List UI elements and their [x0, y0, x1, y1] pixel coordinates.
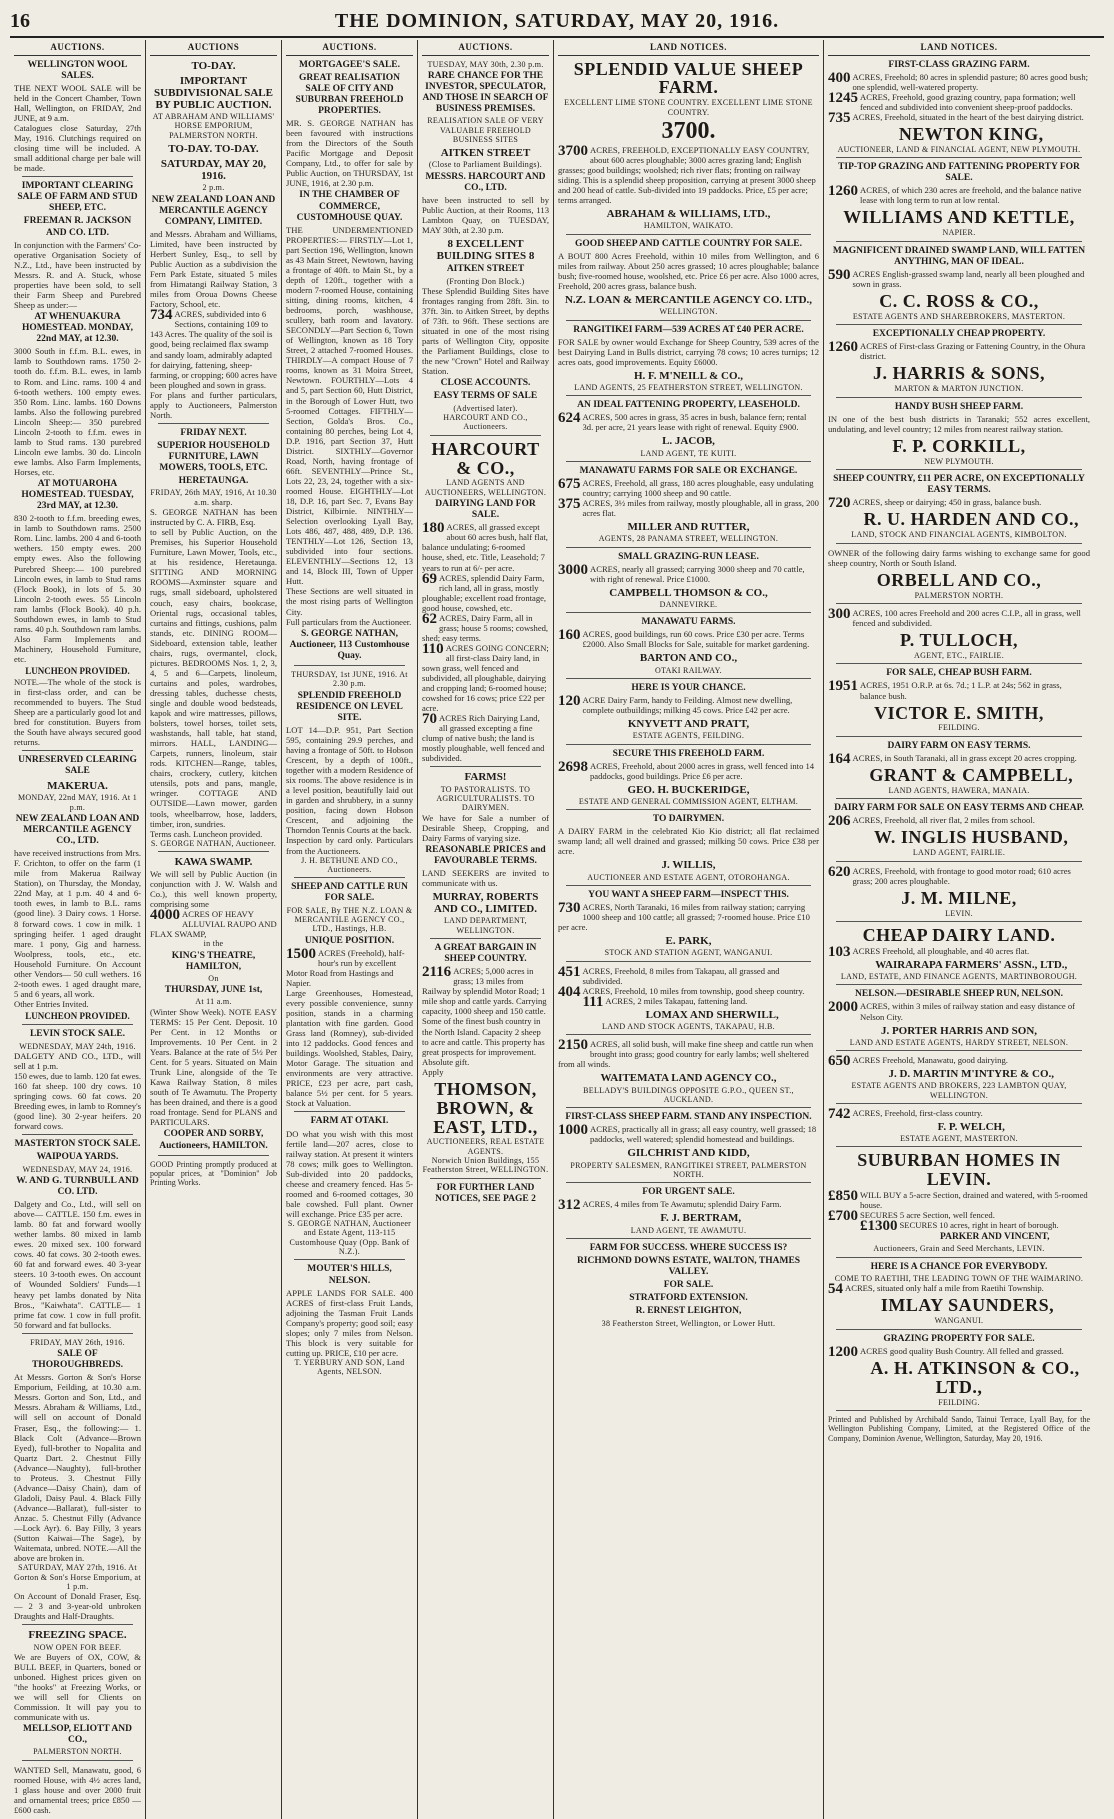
auctioneer-name: FREEMAN R. JACKSON AND CO. LTD. [23, 216, 132, 238]
price-figure: £850 [828, 1188, 858, 1205]
agent-name: KNYVETT AND PRATT, [627, 718, 750, 731]
ad-subhead: UNIQUE POSITION. [304, 935, 395, 946]
ad-subtitle: EXCELLENT LIME STONE COUNTRY. EXCELLENT LIME STONE COUNTRY. [564, 98, 813, 117]
ad-note: (Close to Parliament Buildings). [428, 160, 543, 170]
acreage-figure: 1245 [828, 89, 858, 106]
ad-porter-harris: NELSON.—DESIRABLE SHEEP RUN, NELSON. 2000 ACRES, within 3 miles of railway station and easy distance of Nelson City. J. PORTER HARRIS AND SON, LAND AND ESTATE AGENTS, HARDY STREET, NELSON. [828, 989, 1090, 1051]
ad-title: SUBURBAN HOMES IN LEVIN. [857, 1150, 1061, 1190]
ad-fattening: AN IDEAL FATTENING PROPERTY, LEASEHOLD. 624 ACRES, 500 acres in grass, 35 acres in bush, balance fern; rental 3d. per acre, 21 years lease with right of renewal. Equity £900. L. JACOB, LAND AGENT, TE KUITI. [558, 400, 819, 462]
acreage-figure: 103 [828, 943, 851, 960]
agent-name: NEWTON KING, [898, 123, 1044, 144]
acreage-figure: 404 [558, 983, 581, 1000]
acreage-figure: 2000 [828, 999, 858, 1016]
ad-mortgagees-sale: MORTGAGEE'S SALE. GREAT REALISATION SALE OF CITY AND SUBURBAN FREEHOLD PROPERTIES. MR. S. GEORGE NATHAN has been favoured with instructions from the Directors of the South Pacific Mortgage and Deposit Company, Ltd., to offer for sale by Public Auction, on THURSDAY, 1st JUNE, 1916, at 2.30 p.m. IN THE CHAMBER OF COMMERCE, CUSTOMHOUSE QUAY. THE UNDERMENTIONED PROPERTIES:— FIRSTLY—Lot 1, part Section 196, Wellington, known as 43 Main Street, Newtown, having a frontage of 40ft. to Main St., by a depth of 120ft., together with a modern 7-roomed House, containing sitting, dining rooms, kitchen, 4 bedrooms, porch, washhouse, scullery, bath room and lavatory. SECONDLY—Part Section 6, Town of Wellington, known as 18 Tory Street, 2 attached 7-roomed Houses. THIRDLY—A compact House of 7 rooms, known as 31 Moira Street, Newtown. FOURTHLY—Lots 4 and 5, part Section 60, Hutt District, in the Borough of Lower Hutt, two 5-roomed Cottages. FIFTHLY—Section, Golda's Bros. Co., containing 80 perches, being Lot 4, D.P. 1916, part Section 37, Hutt District. SIXTHLY—Governor Road, North, having frontage of 66ft. SEVENTHLY—Prince St., Lots 22, 23, 24, together with a six-roomed House. EIGHTHLY—Lot 18, D.P. 16, part Sec. 7, Evans Bay District, Kilbirnie. NINTHLY—Selection overlooking Lyall Bay, Lots 486, 487, 488, 489, D.P. 136. TENTHLY—Lot 126, Section 13, subdivided into four sections. ELEVENTHLY—Sections 12, 13 and 14, Block III, Town of Upper Hutt. These Sections are well situated in the most rising parts of Wellington City. Full particulars from the Auctioneer. S. GEORGE NATHAN, Auctioneer, 113 Customhouse Quay. [286, 60, 413, 666]
ad-subhead: EASY TERMS OF SALE [433, 391, 538, 402]
ad-title: SPLENDID FREEHOLD RESIDENCE ON LEVEL SITE. [296, 690, 403, 723]
ad-clearing-sale: IMPORTANT CLEARING SALE OF FARM AND STUD SHEEP, ETC. FREEMAN R. JACKSON AND CO. LTD. In conjunction with the Farmers' Co-operative Organisation Society of N.Z., Ltd., have been instructed by Messrs. R. and A. Stuck, whose properties have been sold, to sell their Farm Sheep and Purebred Sheep as under:— AT WHENUAKURA HOMESTEAD. MONDAY, 22nd MAY, at 12.30. 3000 South in f.f.m. B.L. ewes, in lamb to Southdown rams. 1750 2-tooth do. f.f.m. B.L. ewes, in lamb to Rom. and Linc. rams. 100 4 and 6-tooth wethers. 100 empty ewes. 350 Rom. Linc. lambs. 160 Downs lambs. Also the following purebred Lincoln Sheep:— 350 purebred Lincoln 2-tooth to f.f.m. ewes in lamb to Stud rams. 130 purebred Lincoln ewe lambs. 30 do. Lincoln ewe lambs. Also Farm Implements, Horses, etc. AT MOTUAROHA HOMESTEAD. TUESDAY, 23rd MAY, at 12.30. 830 2-tooth to f.f.m. breeding ewes, in lamb to Southdown rams. 2500 Rom. Linc. lambs. 200 4 and 6-tooth wethers. 150 empty ewes. 200 empty ewes. Also the following Purebred Sheep:— 100 purebred Lincoln ewes, in lamb to Stud rams (Flock Book), in lots of 5. 30 Lincoln 2-tooth ewes. 55 Lincoln ram lambs (Flock Book). 40 p.h. Southdown ewes, in lamb to Stud rams. 40 p.h. Southdown ram lambs. Also Farm Implements and Machinery, Household Furniture, etc. LUNCHEON PROVIDED. NOTE.—The whole of the stock is in first-class order, and can be recommended to buyers. The Stud Sheep are a particularly good lot and bred for constitution. Buyers from the South have always secured good returns. [14, 181, 141, 751]
auctioneer-name: COOPER AND SORBY, Auctioneers, HAMILTON. [159, 1129, 268, 1151]
ad-date: MONDAY, 22nd MAY, 1916. At 1 p.m. [17, 793, 138, 812]
agent-name: GEO. H. BUCKERIDGE, [627, 783, 750, 796]
ad-place: PALMERSTON NORTH. [33, 1747, 122, 1757]
page-number: 16 [10, 9, 30, 32]
acreage-figure: 120 [558, 693, 581, 710]
ad-place: AITKEN STREET [446, 264, 525, 275]
ad-waitemata: 2150 ACRES, all solid bush, will make fine sheep and cattle run when brought into grass; good country for early lambs; well sheltered from all winds. WAITEMATA LAND AGENCY CO., BELLADY'S BUILDINGS OPPOSITE G.P.O., QUEEN ST., AUCKLAND. [558, 1039, 819, 1108]
agent-place: DANNEVIRKE. [659, 599, 718, 609]
column-heading: AUCTIONS. [286, 42, 413, 56]
acreage-figure: 206 [828, 813, 851, 830]
agent-subtitle: AUCTIONEER, LAND & FINANCIAL AGENT, NEW PLYMOUTH. [837, 144, 1081, 154]
ad-title: WELLINGTON WOOL SALES. [27, 59, 128, 81]
ad-date: THURSDAY, 1st JUNE, 1916. At 2.30 p.m. [291, 669, 408, 689]
agent-place: PALMERSTON NORTH. [914, 590, 1004, 600]
agent-name: LOMAX AND SHERWILL, [645, 1008, 779, 1021]
agent-subtitle: ESTATE AGENT, MASTERTON. [900, 1134, 1018, 1143]
agent-place: NEW PLYMOUTH. [924, 456, 994, 466]
acreage-figure: 300 [828, 606, 851, 622]
ad-signature: HARCOURT AND CO., Auctioneers. [443, 412, 528, 432]
agent-name: MILLER AND RUTTER, [627, 521, 750, 534]
ad-furniture: FRIDAY NEXT. SUPERIOR HOUSEHOLD FURNITURE, LAWN MOWERS, TOOLS, ETC. HERETAUNGA. FRIDAY, 26th MAY, 1916, At 10.30 a.m. sharp. S. GEORGE NATHAN has been instructed by C. A. FIRB, Esq. to sell by Public Auction, on the Premises, his Superior Household Furniture, Lawn Mower, Tools, etc., at his residence, Heretaunga. SITTING AND MORNING ROOMS—Axminster square and rugs, small sideboard, upholstered couch, easy chairs, bookcase, Oriental rugs, occasional tables, curtains and fittings, cushions, palm stands, etc. DINING ROOM—Sideboard, extension table, leather chairs, rugs, overmantel, clock, pictures. BEDROOMS Nos. 1, 2, 3, 4, 5 and 6—Carpets, linoleum, curtains and poles, wardrobes, dressing tables, duchesse chests, single and double wood bedsteads, kapok and wire mattresses, pillows, bolsters, towel horses, toilet sets, washstands, hall table, hat stand, mirrors. HALL, LANDING—Carpets, runners, linoleum, stair rods. KITCHEN—Range, tables, chairs, crockery, cutlery, kitchen utensils, pots and pans, mangle, wringer. COTTAGE AND OUTSIDE—Lawn mower, garden tools, wheelbarrow, hose, ladders, timber, iron, sundries. Terms cash. Luncheon provided. S. GEORGE NATHAN, Auctioneer. [150, 428, 277, 852]
agent-name: THOMSON, BROWN, & EAST, LTD., [433, 1078, 538, 1137]
agent-subtitle: LAND DEPARTMENT, WELLINGTON. [444, 916, 527, 935]
column-heading: AUCTIONS. [14, 42, 141, 56]
column-5 [554, 40, 824, 1819]
ad-masterton: MASTERTON STOCK SALE. WAIPOUA YARDS. WEDNESDAY, MAY 24, 1916. W. AND G. TURNBULL AND CO. LTD. Dalgety and Co., Ltd., will sell on above— CATTLE. 150 f.m. ewes in lamb. 80 fat and forward woolly wether lambs. 80 mixed in lamb ewes. 20 mixed sex. 100 forward cows. 40 fat cows. 30 2-tooth ewes. 60 fat and forward ewes. 40 3-year steers. 10 3-tooth ewes. On account of Wounded Soldiers' Funds—1 heavy pet lambs donated by Nita Bros., "Kaiwhata". CATTLE— 1 prime fat cow. 1 cow in full profit. 50 forward and fat bullocks. [14, 1139, 141, 1333]
column-6 [824, 40, 1094, 1819]
ad-date: SATURDAY, MAY 20, 1916. [160, 158, 267, 183]
ad-atkinson: GRAZING PROPERTY FOR SALE. 1200 ACRES good quality Bush Country. All felled and grassed. A. H. ATKINSON & CO., LTD., FEILDING. Printed and Published by Archibald Sando, Tainui Terrace, Lyall Bay, for the Wellington Publishing Company, Limited, at the Registered Office of the Company, Dominion Avenue, Wellington, Saturday, May 20, 1916. [828, 1333, 1090, 1443]
agent-place: WANGANUI. [934, 1316, 984, 1326]
agent-name: J. WILLIS, [661, 859, 716, 872]
agent-name: BARTON AND CO., [639, 652, 738, 665]
agent-name: P. TULLOCH, [899, 630, 1019, 651]
acreage-figure: 742 [828, 1105, 851, 1122]
ad-title: FARMS! [464, 771, 507, 784]
agent-subtitle: LAND AND ESTATE AGENTS, HARDY STREET, NELSON. [849, 1037, 1069, 1047]
agent-name: C. C. ROSS & CO., [879, 290, 1039, 311]
agent-subtitle: AUCTIONEERS, REAL ESTATE AGENTS. [426, 1137, 545, 1156]
ad-first-class-sheep: FIRST-CLASS SHEEP FARM. STAND ANY INSPECTION. 1000 ACRES, practically all in grass; all easy country, well grassed; 18 paddocks, well watered; splendid homestead and buildings. GILCHRIST AND KIDD, PROPERTY SALESMEN, RANGITIKEI STREET, PALMERSTON NORTH. [558, 1112, 819, 1183]
ad-title: RARE CHANCE FOR THE INVESTOR, SPECULATOR, AND THOSE IN SEARCH OF BUSINESS PREMISES. [422, 70, 549, 115]
ad-place: HERETAUNGA. [178, 476, 249, 487]
ad-victor-smith: FOR SALE, CHEAP BUSH FARM. 1951 ACRES, 1951 O.R.P. at 6s. 7d.; 1 L.P. at 24s; 562 in grass, balance bush. VICTOR E. SMITH, FEILDING. [828, 668, 1090, 736]
ad-title: RANGITIKEI FARM—539 ACRES AT £40 PER ACRE. [573, 324, 804, 335]
ad-title: FREEZING SPACE. [28, 1629, 127, 1642]
agent-name: E. PARK, [665, 935, 712, 948]
ad-harcourt: HARCOURT & CO., LAND AGENTS AND AUCTIONEERS, WELLINGTON. DAIRYING LAND FOR SALE. 180 ACRES, all grassed except about 60 acres bush, half flat, balance undulating; 6-roomed house, shed, etc. Title, Leasehold; 7 years to run at 6/- per acre. 69 ACRES, splendid Dairy Farm, rich land, all in grass, mostly ploughable; excellent road frontage, good house, cowshed, etc. 62 ACRES, Dairy Farm, all in grass; house 5 rooms; cowshed, shed; easy terms. 110 ACRES GOING CONCERN; all first-class Dairy land, in sown grass, well fenced and subdivided, all ploughable, dairying and cropping land; 6-roomed house; cowshed for 16 cows; price £22 per acre. 70 ACRES Rich Dairying Land, all grassed excepting a fine clump of native bush; the land is mostly ploughable, well fenced and subdivided. [422, 440, 549, 768]
agent-subtitle: ESTATE AGENTS AND SHAREBROKERS, MASTERTON. [852, 311, 1066, 321]
ad-farms: FARMS! TO PASTORALISTS. TO AGRICULTURALISTS. TO DAIRYMEN. We have for Sale a number of Desirable Sheep, Cropping, and Dairy Farms of varying size. REASONABLE PRICES and FAVOURABLE TERMS. LAND SEEKERS are invited to communicate with us. MURRAY, ROBERTS AND CO., LIMITED. LAND DEPARTMENT, WELLINGTON. [422, 771, 549, 939]
price-figure: £700 [828, 1208, 858, 1225]
ad-chance: HERE IS YOUR CHANCE. 120 ACRE Dairy Farm, handy to Feilding. Almost new dwelling, complete outbuildings; milking 45 cows. Price £42 per acre. KNYVETT AND PRATT, ESTATE AGENTS, FEILDING. [558, 683, 819, 745]
agent-subtitle: LAND AGENTS, HAWERA, MANAIA. [888, 785, 1030, 795]
agent-place: FEILDING. [938, 723, 980, 733]
acreage-figure: 730 [558, 900, 581, 917]
price-figure: £1300 [860, 1218, 898, 1235]
ad-title: TO DAIRYMEN. [652, 814, 725, 825]
agent-place: HAMILTON, WAIKATO. [643, 221, 734, 231]
auctioneer-name: S. GEORGE NATHAN, Auctioneer, 113 Customhouse Quay. [289, 628, 410, 661]
agent-subtitle: LAND AGENT, FAIRLIE. [912, 848, 1006, 858]
acreage-figure: 111 [582, 993, 604, 1010]
agent-subtitle: LAND, STOCK AND FINANCIAL AGENTS, KIMBOLTON. [851, 530, 1067, 540]
ad-title: GREAT REALISATION SALE OF CITY AND SUBURBAN FREEHOLD PROPERTIES. [295, 72, 404, 116]
ad-subhead: FOR SALE. [663, 1280, 714, 1291]
ad-title: HERE IS A CHANCE FOR EVERYBODY. [870, 1261, 1048, 1272]
agent-subtitle: LAND, ESTATE, AND FINANCE AGENTS, MARTINBOROUGH. [840, 971, 1078, 981]
acreage-figure: 1200 [828, 1343, 858, 1360]
acreage-figure: 4000 [150, 907, 180, 924]
ad-highlight: 8 EXCELLENT BUILDING SITES 8 [436, 238, 535, 263]
ad-manawatu-farms: MANAWATU FARMS. 160 ACRES, good buildings, run 60 cows. Price £30 per acre. Terms £2000. Also Small Blocks for Sale, suitable for market gardening. BARTON AND CO., OTAKI RAILWAY. [558, 617, 819, 679]
acreage-figure: 3700 [558, 143, 588, 160]
ad-harden: SHEEP COUNTRY, £11 PER ACRE, ON EXCEPTIONALLY EASY TERMS. 720 ACRES, sheep or dairying; 450 in grass, balance bush. R. U. HARDEN AND CO., LAND, STOCK AND FINANCIAL AGENTS, KIMBOLTON. [828, 474, 1090, 544]
ad-body: OWNER of the following dairy farms wishing to exchange same for good sheep country, North or South Island. [828, 547, 1090, 568]
acreage-figure: 720 [828, 495, 851, 512]
ad-suburban: SUBURBAN HOMES IN LEVIN. £850 WILL BUY a 5-acre Section, drained and watered, with 5-roomed house. £700 SECURES 5 acre Section, well fenced. £1300 SECURES 10 acres, right in heart of borough. PARKER AND VINCENT, Auctioneers, Grain and Seed Merchants, LEVIN. [828, 1151, 1090, 1257]
acreage-figure: 164 [828, 750, 851, 767]
agent-subtitle: AUCTIONEER AND ESTATE AGENT, OTOROHANGA. [587, 872, 790, 882]
agent-place: LEVIN. [945, 908, 973, 918]
ad-title: FIRST-CLASS GRAZING FARM. [888, 59, 1030, 70]
ad-harris: EXCEPTIONALLY CHEAP PROPERTY. 1260 ACRES of First-class Grazing or Fattening Country, in the Ohura district. J. HARRIS & SONS, MARTON & MARTON JUNCTION. [828, 329, 1090, 397]
ad-title: MASTERTON STOCK SALE. [14, 1139, 141, 1150]
acreage-figure: 734 [150, 307, 173, 324]
ad-time: 2 p.m. [202, 183, 225, 193]
auctioneer-name: MESSRS. HARCOURT AND CO., LTD. [425, 171, 546, 193]
ad-residence: THURSDAY, 1st JUNE, 1916. At 2.30 p.m. SPLENDID FREEHOLD RESIDENCE ON LEVEL SITE. LOT 14—D.P. 951, Part Section 595, containing 29.9 perches, and having a frontage of 50ft. to Hobson Crescent, by a depth of 100ft., together with a modern Residence of six rooms. The above residence is in a level position, beautifully laid out in garden and shrubbery, in a sunny position, facing down Hobson Crescent, and adjoining the Thorndon Tennis Courts at the back. Inspection by card only. Particulars from the Auctioneers. J. H. BETHUNE AND CO., Auctioneers. [286, 670, 413, 878]
ad-title: DAIRYING LAND FOR SALE. [435, 499, 536, 521]
agent-subtitle: ESTATE AGENTS AND BROKERS, 223 LAMBTON QUAY, WELLINGTON. [851, 1081, 1067, 1100]
ad-title: NELSON.—DESIRABLE SHEEP RUN, NELSON. [855, 989, 1063, 1000]
column-4 [418, 40, 554, 1819]
ad-title: MANAWATU FARMS. [641, 617, 736, 628]
agent-name: IMLAY SAUNDERS, [880, 1295, 1055, 1316]
agent-name: R. ERNEST LEIGHTON, [635, 1306, 742, 1317]
columns [10, 40, 1104, 1815]
agent-name: WAITEMATA LAND AGENCY CO., [600, 1072, 777, 1085]
ad-kicker: FRIDAY NEXT. [180, 427, 247, 438]
ad-title: SECURE THIS FREEHOLD FARM. [612, 748, 765, 759]
ad-title: MAGNIFICENT DRAINED SWAMP LAND, WILL FATTEN ANYTHING, MAN OF IDEAL. [832, 245, 1086, 267]
acreage-figure: 69 [422, 570, 437, 587]
ad-date: THURSDAY, JUNE 1st, [164, 985, 263, 996]
ad-title: DAIRY FARM FOR SALE ON EASY TERMS AND CHEAP. [834, 803, 1084, 814]
acreage-figure: 110 [422, 640, 444, 657]
ad-title: UNRESERVED CLEARING SALE [18, 754, 137, 776]
ad-title: SHEEP COUNTRY, £11 PER ACRE, ON EXCEPTIONALLY EASY TERMS. [833, 474, 1085, 496]
ad-title: CHEAP DAIRY LAND. [862, 924, 1056, 945]
ad-title: YOU WANT A SHEEP FARM—INSPECT THIS. [588, 889, 789, 900]
ad-sheep-inspect: YOU WANT A SHEEP FARM—INSPECT THIS. 730 ACRES, North Taranaki, 16 miles from railway station; carrying 1000 sheep and 100 cattle; all grassed; 7-roomed house. Price £10 per acre. E. PARK, STOCK AND STATION AGENT, WANGANUI. [558, 890, 819, 962]
ad-good-sheep: GOOD SHEEP AND CATTLE COUNTRY FOR SALE. A BOUT 800 Acres Freehold, within 10 miles from Wellington, and 6 miles from railway. About 250 acres grassed; 10 acres ploughable; balance bush; five-roomed house, woolshed, etc. Price £6 per acre. Also 1000 acres, Freehold, 200 acres grass, balance bush. N.Z. LOAN & MERCANTILE AGENCY CO. LTD., WELLINGTON. [558, 239, 819, 321]
ad-tulloch: 300 ACRES, 100 acres Freehold and 200 acres C.I.P., all in grass, well fenced and subdivided. P. TULLOCH, AGENT, ETC., FAIRLIE. [828, 608, 1090, 664]
ad-lomax: 451 ACRES, Freehold, 8 miles from Takapau, all grassed and subdivided. 404 ACRES, Freehold, 10 miles from township, good sheep country. 111 ACRES, 2 miles Takapau, fattening land. LOMAX AND SHERWILL, LAND AND STOCK AGENTS, TAKAPAU, H.B. [558, 966, 819, 1036]
ad-note: (Advertised later). [453, 403, 518, 413]
ad-title: GOOD SHEEP AND CATTLE COUNTRY FOR SALE. [575, 238, 802, 249]
agent-name: F. J. BERTRAM, [660, 1212, 742, 1225]
ad-wool-sales: WELLINGTON WOOL SALES. THE NEXT WOOL SALE will be held in the Concert Chamber, Town Hall, Wellington, on FRIDAY, 2nd JUNE, at 9 a.m. Catalogues close Saturday, 27th May, 1916. Clutchings required on closing time will be included. A small additional charge per bale will be made. [14, 60, 141, 178]
ad-subtitle: TO PASTORALISTS. TO AGRICULTURALISTS. TO DAIRYMEN. [436, 784, 535, 813]
agent-place: FEILDING. [938, 1397, 980, 1407]
ad-title: KAWA SWAMP. [174, 856, 253, 868]
ad-kicker: TO-DAY. [191, 59, 236, 72]
agent-subtitle: LAND AGENTS, 25 FEATHERSTON STREET, WELLINGTON. [574, 382, 803, 392]
ad-rangitikei: RANGITIKEI FARM—539 ACRES AT £40 PER ACRE. FOR SALE by owner would Exchange for Sheep Country, 539 acres of the best Dairying Land in Bulls district, carrying 78 cows; 10 acres turnips; 12 acres oats, good improvements. Equity £6000. H. F. M'NEILL & CO., LAND AGENTS, 25 FEATHERSTON STREET, WELLINGTON. [558, 325, 819, 397]
ad-subhead: REASONABLE PRICES and FAVOURABLE TERMS. [425, 844, 546, 866]
ad-date: FRIDAY, MAY 26th, 1916. [30, 1337, 125, 1347]
ad-ross: MAGNIFICENT DRAINED SWAMP LAND, WILL FATTEN ANYTHING, MAN OF IDEAL. 590 ACRES English-grassed swamp land, nearly all been ploughed and sown in grass. C. C. ROSS & CO., ESTATE AGENTS AND SHAREBROKERS, MASTERTON. [828, 246, 1090, 326]
ad-kicker: MORTGAGEE'S SALE. [298, 59, 401, 70]
agent-subtitle: LAND AGENT, TE AWAMUTU. [630, 1225, 747, 1235]
ad-place: AITKEN STREET [440, 147, 531, 160]
ad-aitken-street: TUESDAY, MAY 30th, 2.30 p.m. RARE CHANCE FOR THE INVESTOR, SPECULATOR, AND THOSE IN SEARCH OF BUSINESS PREMISES. REALISATION SALE OF VERY VALUABLE FREEHOLD BUSINESS SITES AITKEN STREET (Close to Parliament Buildings). MESSRS. HARCOURT AND CO., LTD. have been instructed to sell by Public Auction, at their Rooms, 113 Lambton Quay, on TUESDAY, MAY 30th, at 2.30 p.m. 8 EXCELLENT BUILDING SITES 8 AITKEN STREET (Fronting Don Block.) These Splendid Building Sites have frontages ranging from 28ft. 3in. to 37ft. 3in. to Aitken Street, by depths of 73ft. to 96ft. These sections are situated in one of the most rising parts of Wellington City, opposite the Parliament Buildings, close to the new "Crown" Hotel and Railway Station. CLOSE ACCOUNTS. EASY TERMS OF SALE (Advertised later). HARCOURT AND CO., Auctioneers. [422, 60, 549, 436]
agent-name: N.Z. LOAN & MERCANTILE AGENCY CO. LTD., [564, 294, 813, 307]
printer-imprint: Printed and Published by Archibald Sando, Tainui Terrace, Lyall Bay, for the Wellington Publishing Company, Limited, at the Registered Office of the Company, Dominion Avenue, Wellington, Saturday, May 20, 1916. [828, 1414, 1090, 1443]
ad-grazing-lease: SMALL GRAZING-RUN LEASE. 3000 ACRES, nearly all grassed; carrying 3000 sheep and 70 cattle, with right of renewal. Price £1000. CAMPBELL THOMSON & CO., DANNEVIRKE. [558, 552, 819, 614]
agent-name: CAMPBELL THOMSON & CO., [609, 586, 768, 599]
ad-title: LEVIN STOCK SALE. [29, 1029, 126, 1040]
acreage-figure: 2116 [422, 964, 452, 981]
acreage-figure: 1000 [558, 1122, 588, 1139]
agent-name: PARKER AND VINCENT, [939, 1232, 1050, 1243]
agent-subtitle: STOCK AND STATION AGENT, WANGANUI. [604, 948, 773, 958]
acreage-figure: 1260 [828, 339, 858, 356]
masthead [10, 6, 1104, 38]
ad-richmond [558, 1243, 819, 1328]
ad-imlay: HERE IS A CHANCE FOR EVERYBODY. COME TO RAETIHI, THE LEADING TOWN OF THE WAIMARINO. 54 ACRES, situated only half a mile from Raetihi Township. IMLAY SAUNDERS, WANGANUI. [828, 1262, 1090, 1330]
ad-sheep-run: SHEEP AND CATTLE RUN FOR SALE. FOR SALE, By THE N.Z. LOAN & MERCANTILE AGENCY CO., LTD., Hastings, H.B. UNIQUE POSITION. 1500 ACRES (Freehold), half-hour's run by excellent Motor Road from Hastings and Napier. Large Greenhouses, Homestead, every possible convenience, sunny position, stands in a charming plantation with fine garden. Good Grass land (Romney), sub-divided into 12 paddocks. Good fences and buildings. Woolshed, Stables, Dairy, Motor Garage. The situation and environments are very attractive. PRICE, £23 per acre, part cash, balance 5½ per cent. for 5 years. Stock at Valuation. [286, 882, 413, 1112]
acreage-figure: 54 [828, 1281, 843, 1298]
page-title: THE DOMINION, SATURDAY, MAY 20, 1916. [334, 9, 780, 32]
auctioneer-name: W. AND G. TURNBULL AND CO. LTD. [16, 1175, 139, 1197]
ad-grant-campbell: DAIRY FARM ON EASY TERMS. 164 ACRES, in South Taranaki, all in grass except 20 acres cropping. GRANT & CAMPBELL, LAND AGENTS, HAWERA, MANAIA. [828, 741, 1090, 799]
acreage-figure: 2150 [558, 1037, 588, 1054]
ad-title: SUPERIOR HOUSEHOLD FURNITURE, LAWN MOWERS, TOOLS, ETC. [157, 440, 270, 474]
agent-name: GILCHRIST AND KIDD, [627, 1147, 750, 1160]
agent-subtitle: AGENT, ETC., FAIRLIE. [914, 650, 1004, 660]
agent-name: GRANT & CAMPBELL, [869, 764, 1074, 785]
ad-date: FRIDAY, 26th MAY, 1916, At 10.30 a.m. sharp. [150, 488, 277, 507]
agent-name: J. M. MILNE, [901, 887, 1017, 908]
column-heading: AUCTIONS. [422, 42, 549, 56]
ad-date: WEDNESDAY, MAY 24, 1916. [22, 1164, 133, 1174]
ad-subhead: AT WHENUAKURA HOMESTEAD. MONDAY, 22nd MAY, at 12.30. [22, 312, 133, 345]
ad-title: SALE OF THOROUGHBREDS. [31, 1349, 124, 1371]
agent-subtitle: Auctioneers, Grain and Seed Merchants, LEVIN. [873, 1244, 1045, 1254]
ad-urgent: FOR URGENT SALE. 312 ACRES, 4 miles from Te Awamutu; splendid Dairy Farm. F. J. BERTRAM, LAND AGENT, TE AWAMUTU. [558, 1187, 819, 1239]
agent-place: WELLINGTON. [659, 307, 718, 317]
ad-mouters-hills: MOUTER'S HILLS, NELSON. APPLE LANDS FOR SALE. 400 ACRES of first-class Fruit Lands, adjoining the Tasman Fruit Lands Company's property; good soil; easy slopes; only 7 miles from Nelson. This block is very suitable for cutting up. PRICE, £10 per acre. T. YERBURY AND SON, Land Agents, NELSON. [286, 1264, 413, 1377]
ad-freehold-farm: SECURE THIS FREEHOLD FARM. 2698 ACRES, Freehold, about 2000 acres in grass, well fenced into 14 paddocks, good buildings. Price £6 per acre. GEO. H. BUCKERIDGE, ESTATE AND GENERAL COMMISSION AGENT, ELTHAM. [558, 749, 819, 811]
ad-title: FARM FOR SUCCESS. WHERE SUCCESS IS? [589, 1242, 788, 1253]
ad-orbell [828, 548, 1090, 604]
ad-place: MAKERUA. [47, 780, 108, 793]
agent-subtitle: BELLADY'S BUILDINGS OPPOSITE G.P.O., QUEEN ST., AUCKLAND. [583, 1085, 794, 1104]
ad-thoroughbreds: FRIDAY, MAY 26th, 1916. SALE OF THOROUGHBREDS. At Messrs. Gorton & Son's Horse Emporium, Feilding, at 10.30 a.m. Messrs. Gorton and Son, Ltd., and Messrs. Abraham & Williams, Ltd., will sell on account of Donald Fraser, Esq., the following:— 1. Black Colt (Advance—Brown Eyed), full-brother to Nopalita and Quartz Dart. 2. Chestnut Filly (Advance—Naughty), full-brother to Proteus. 3. Chestnut Filly (Advance—Daisy Chain), dam of Gladoli, Daisy Paul. 4. Black Filly (Advance—Ballarat), full-sister to Anzac. 5. Chestnut Filly (Advance—Lock Ayr). 6. Bay Filly, 3 years (Sutton Kaiwai—The Sage), by Waitemata, unbred. NOTE.—All the above are broken in. SATURDAY, MAY 27th, 1916. At Gorton & Son's Horse Emporium, at 1 p.m. On Account of Donald Fraser, Esq.— 2 3 and 3-year-old unbroken Draughts and Half-Draughts. [14, 1338, 141, 1626]
acreage-figure: 180 [422, 520, 445, 537]
column-heading: LAND NOTICES. [558, 42, 819, 56]
ad-corkill: HANDY BUSH SHEEP FARM. IN one of the best bush districts in Taranaki; 552 acres excellent, undulating, and level country; 12 miles from nearest railway station. F. P. CORKILL, NEW PLYMOUTH. [828, 402, 1090, 470]
ad-title: SPLENDID VALUE SHEEP FARM. [573, 58, 804, 98]
agent-subtitle: 38 Featherston Street, Wellington, or Lower Hutt. [601, 1318, 776, 1328]
acreage-figure: 312 [558, 1197, 581, 1214]
acreage-figure: 624 [558, 410, 581, 427]
agent-subtitle: ESTATE AND GENERAL COMMISSION AGENT, ELTHAM. [578, 796, 799, 806]
column-2 [146, 40, 282, 1819]
agent-name: WAIRARAPA FARMERS' ASSN., LTD., [875, 958, 1068, 971]
acreage-figure: 70 [422, 711, 437, 728]
acreage-figure: 590 [828, 266, 851, 283]
ad-title: MOUTER'S HILLS, NELSON. [307, 1264, 392, 1286]
ad-title: FARM AT OTAKI. [310, 1116, 389, 1127]
ad-title: EXCEPTIONALLY CHEAP PROPERTY. [872, 329, 1046, 340]
ad-place: AT ABRAHAM AND WILLIAMS' HORSE EMPORIUM, PALMERSTON NORTH. [152, 111, 275, 140]
ad-title: TIP-TOP GRAZING AND FATTENING PROPERTY FOR SALE. [838, 162, 1080, 184]
agent-subtitle: LAND AGENT, TE KUITI. [640, 448, 737, 458]
acreage-figure: 62 [422, 610, 437, 627]
agent-subtitle: ESTATE AGENTS, FEILDING. [632, 731, 745, 741]
ad-makerua: UNRESERVED CLEARING SALE MAKERUA. MONDAY, 22nd MAY, 1916. At 1 p.m. NEW ZEALAND LOAN AND MERCANTILE AGENCY CO., LTD. have received instructions from Mrs. F. Crichton, to offer on the farm (1 mile from Makerua Railway Station), on Thursday, the Monday, 22nd May, at 1 p.m. 40 4 and 6-tooth ewes, in lamb to B.L. rams (good line). 3 Dairy cows. 1 Horse. 8 forward cows. 1 cow in milk. 1 springing heifer. 1 aged draught mare. 1 pony, Gig and harness. Woolpress, tools, etc., etc. Household Furniture. On Account other Vendors— 50 cull wethers. 16 2-tooth ewes. 1 aged draught mare, 5 and 6 years, all work. Other Entries Invited. LUNCHEON PROVIDED. [14, 755, 141, 1026]
ad-title: DAIRY FARM ON EASY TERMS. [887, 740, 1031, 751]
acreage-figure: 375 [558, 496, 581, 513]
acreage-figure: 1500 [286, 945, 316, 962]
ad-kicker: TO-DAY. TO-DAY. [168, 142, 259, 155]
ad-body: S. GEORGE NATHAN has been instructed by C. A. FIRB, Esq. [150, 507, 277, 528]
acreage-figure: 451 [558, 963, 581, 980]
agent-place: NAPIER. [942, 228, 976, 238]
ad-welch: 742 ACRES, Freehold, first-class country. F. P. WELCH, ESTATE AGENT, MASTERTON. [828, 1108, 1090, 1148]
ad-body: DALGETY AND CO., LTD., will sell at 1 p.m. [14, 1050, 141, 1071]
ad-williams-kettle: TIP-TOP GRAZING AND FATTENING PROPERTY FOR SALE. 1260 ACRES, of which 230 acres are freehold, and the balance native lease with long term to run at low rental. WILLIAMS AND KETTLE, NAPIER. [828, 162, 1090, 242]
ad-title: MANAWATU FARMS FOR SALE OR EXCHANGE. [579, 465, 798, 476]
auctioneer-name: NEW ZEALAND LOAN AND MERCANTILE AGENCY CO., LTD. [15, 813, 140, 847]
agent-name: MURRAY, ROBERTS AND CO., LIMITED. [432, 891, 539, 916]
ad-newton-king: FIRST-CLASS GRAZING FARM. 400 ACRES, Freehold; 80 acres in splendid pasture; 80 acres good bush; one splendid, well-watered property. 1245 ACRES, Freehold, good grazing country, papa formation; well fenced and subdivided into convenient sheep-proof paddocks. 735 ACRES, Freehold, situated in the heart of the best dairying district. NEWTON KING, AUCTIONEER, LAND & FINANCIAL AGENT, NEW PLYMOUTH. [828, 60, 1090, 159]
acreage-figure: 675 [558, 475, 581, 492]
ad-place: RICHMOND DOWNS ESTATE, WALTON, THAMES VALLEY. [576, 1255, 801, 1278]
agent-name: HARCOURT & CO., [431, 438, 540, 478]
ad-note: LUNCHEON PROVIDED. [25, 666, 130, 676]
agent-name: H. F. M'NEILL & CO., [634, 369, 743, 382]
ad-levin: LEVIN STOCK SALE. WEDNESDAY, MAY 24th, 1916. DALGETY AND CO., LTD., will sell at 1 p.m. 150 ewes, due to lamb. 120 fat ewes. 160 fat sheep. 100 dry cows. 10 springing cows. 60 fat cows. 20 Breeding ewes, in lamb to Romney's (good line). 30 2-year heifers. 20 forward cows. [14, 1029, 141, 1135]
ad-freezing: FREEZING SPACE. NOW OPEN FOR BEEF. We are Buyers of OX, COW, & BULL BEEF, in Quarters, boned or unboned. Highest prices given on "the hooks" at Freezing Works, or we will sell for Clients on Commission. It will pay you to communicate with us. MELLSOP, ELIOTT AND CO., PALMERSTON NORTH. WANTED Sell, Manawatu, good, 6 roomed House, with 4½ acres land, 1 glass house and over 2000 fruit and ornamental trees; price £850 — £600 cash. [14, 1629, 141, 1815]
ad-title: A GREAT BARGAIN IN SHEEP COUNTRY. [434, 943, 537, 965]
acreage-figure: 160 [558, 627, 581, 644]
column-3 [282, 40, 418, 1819]
agent-subtitle: LAND AND STOCK AGENTS, TAKAPAU, H.B. [602, 1021, 775, 1031]
ad-place: WAIPOUA YARDS. [36, 1152, 119, 1163]
ad-splendid-sheep-farm: SPLENDID VALUE SHEEP FARM. EXCELLENT LIME STONE COUNTRY. EXCELLENT LIME STONE COUNTRY. 3700. 3700 ACRES, FREEHOLD, EXCEPTIONALLY EASY COUNTRY, about 600 acres ploughable; 3000 acres grazing land; English grasses; good buildings; woolshed; rich river flats; fronting on railway siding. This is a splendid sheep proposition, carrying at present 3000 sheep and 200 head of cattle. Sub-divided into 19 paddocks. Price, £5 per acre; terms arranged. ABRAHAM & WILLIAMS, LTD., HAMILTON, WAIKATO. [558, 60, 819, 235]
ad-wairarapa: CHEAP DAIRY LAND. 103 ACRES Freehold, all ploughable, and 40 acres flat. WAIRARAPA FARMERS' ASSN., LTD., LAND, ESTATE, AND FINANCE AGENTS, MARTINBOROUGH. [828, 926, 1090, 985]
column-heading: LAND NOTICES. [828, 42, 1090, 56]
ad-subtitle: NOW OPEN FOR BEEF. [33, 1642, 122, 1652]
acreage-figure: 400 [828, 69, 851, 86]
agent-subtitle: PROPERTY SALESMEN, RANGITIKEI STREET, PALMERSTON NORTH. [570, 1160, 807, 1179]
agent-name: F. P. CORKILL, [892, 435, 1026, 456]
ad-title: SMALL GRAZING-RUN LEASE. [618, 551, 759, 562]
agent-name: ABRAHAM & WILLIAMS, LTD., [606, 208, 771, 221]
ad-subtitle: COME TO RAETIHI, THE LEADING TOWN OF THE WAIMARINO. [834, 1273, 1084, 1283]
ad-subhead: CLOSE ACCOUNTS. [440, 378, 531, 389]
ad-milne: 620 ACRES, Freehold, with frontage to good motor road; 610 acres grass; 200 acres ploughable. J. M. MILNE, LEVIN. [828, 866, 1090, 922]
agent-name: ORBELL AND CO., [876, 569, 1042, 590]
ad-otaki: FARM AT OTAKI. DO what you wish with this most fertile land—207 acres, close to railway station. At present it winters 78 cows; milk goes to Wellington. Sub-divided into 20 paddocks, cheese and creamery fenced. Has 5-roomed and 6-roomed cottages, 30 bale cowshed. Full plant. Owner will exchange. Price £35 per acre. S. GEORGE NATHAN, Auctioneer and Estate Agent, 113-115 Customhouse Quay (Opp. Bank of N.Z.). [286, 1116, 413, 1260]
agent-subtitle: AGENTS, 28 PANAMA STREET, WELLINGTON. [598, 534, 779, 544]
acreage-figure: 1951 [828, 678, 858, 695]
acreage-figure: 2698 [558, 758, 588, 775]
acreage-figure: 735 [828, 109, 851, 126]
ad-subtitle: REALISATION SALE OF VERY VALUABLE FREEHOLD BUSINESS SITES [427, 116, 544, 145]
ad-date: TUESDAY, MAY 30th, 2.30 p.m. [427, 59, 544, 69]
ad-title: SHEEP AND CATTLE RUN FOR SALE. [291, 882, 408, 904]
acreage-figure: 3000 [558, 561, 588, 578]
ad-date: WEDNESDAY, MAY 24th, 1916. [19, 1041, 136, 1051]
agent-subtitle: LAND AGENTS AND AUCTIONEERS, WELLINGTON. [424, 478, 547, 497]
ad-kawa-swamp: KAWA SWAMP. We will sell by Public Auction (in conjunction with J. W. Walsh and Co.), this well known property, comprising some 4000 ACRES OF HEAVY ALLUVIAL RAUPO AND FLAX SWAMP, in the KING'S THEATRE, HAMILTON, On THURSDAY, JUNE 1st, At 11 a.m. (Winter Show Week). NOTE EASY TERMS: 15 Per Cent. Deposit. 10 Per Cent. in 12 Months or Improvements. 10 Per Cent. in 2 Years. Balance at the rate of 5½ Per Cent. for 5 years. Situated on Main Trunk Line, alongside of the Te Kawa Railway Station, 8 miles south of Te Awamutu. The Property has been drained, and there is a good road frontage. Send for PLANS and PARTICULARS. COOPER AND SORBY, Auctioneers, HAMILTON. GOOD Printing promptly produced at popular prices, at "Dominion" Job Printing Works. [150, 856, 277, 1188]
agent-name: L. JACOB, [662, 435, 715, 448]
ad-title: FIRST-CLASS SHEEP FARM. STAND ANY INSPECTION. [565, 1112, 812, 1123]
ad-title: GRAZING PROPERTY FOR SALE. [883, 1333, 1035, 1344]
ad-title: IMPORTANT CLEARING SALE OF FARM AND STUD SHEEP, ETC. [17, 181, 138, 214]
agent-name: VICTOR E. SMITH, [874, 702, 1044, 723]
agent-name: J. D. MARTIN M'INTYRE & CO., [888, 1068, 1055, 1081]
ad-note: (Fronting Don Block.) [446, 276, 525, 286]
cross-reference: FOR FURTHER LAND NOTICES, SEE PAGE 2 [435, 1182, 536, 1204]
agent-name: R. U. HARDEN AND CO., [863, 509, 1079, 530]
price-figure: 3700. [661, 118, 716, 145]
ad-manawatu: MANAWATU FARMS FOR SALE OR EXCHANGE. 675 ACRES, Freehold, all grass, 180 acres ploughable, easy undulating country; carrying 1000 sheep and 90 cattle. 375 ACRES, 3½ miles from railway, mostly ploughable, all in grass, 200 acres flat. MILLER AND RUTTER, AGENTS, 28 PANAMA STREET, WELLINGTON. [558, 466, 819, 548]
ad-place: KING'S THEATRE, HAMILTON, [171, 950, 256, 972]
ad-title: AN IDEAL FATTENING PROPERTY, LEASEHOLD. [577, 400, 800, 411]
agent-subtitle: MARTON & MARTON JUNCTION. [894, 384, 1024, 394]
acreage-figure: 650 [828, 1053, 851, 1069]
ad-subdivisional-sale: TO-DAY. IMPORTANT SUBDIVISIONAL SALE BY PUBLIC AUCTION. AT ABRAHAM AND WILLIAMS' HORSE EMPORIUM, PALMERSTON NORTH. TO-DAY. TO-DAY. SATURDAY, MAY 20, 1916. 2 p.m. NEW ZEALAND LOAN AND MERCANTILE AGENCY COMPANY, LIMITED. and Messrs. Abraham and Williams, Limited, have been instructed by Herbert Sunley, Esq., to sell by Public Auction as a subdivision the Fern Park Estate, situated 5 miles from Himatangi Railway Station, 3 miles from Oroua Downs Cheese Factory, School, etc. 734 ACRES, subdivided into 6 Sections, containing 109 to 143 Acres. The quality of the soil is good, being reclaimed flax swamp and sandy loam, admirably adapted for dairying, fattening, sheep-farming, or cropping; 600 acres have been ploughed and sown in grass. For plans and further particulars, apply to Auctioneers, Palmerston North. [150, 60, 277, 424]
column-1 [10, 40, 146, 1819]
ad-subhead: AT MOTUAROHA HOMESTEAD. TUESDAY, 23rd MAY, at 12.30. [21, 478, 134, 512]
ad-title: HANDY BUSH SHEEP FARM. [894, 401, 1024, 412]
ad-title: FOR SALE, CHEAP BUSH FARM. [886, 668, 1032, 679]
acreage-figure: 620 [828, 863, 851, 880]
agent-name: J. HARRIS & SONS, [872, 363, 1046, 384]
ad-subhead: STRATFORD EXTENSION. [629, 1293, 748, 1304]
agent-place: OTAKI RAILWAY. [655, 665, 722, 675]
agent-name: W. INGLIS HUSBAND, [874, 827, 1069, 848]
ad-dairymen: TO DAIRYMEN. A DAIRY FARM in the celebrated Kio Kio district; all flat reclaimed swamp land; all well drained and grassed; milking 50 cows. Price £38 per acre. J. WILLIS, AUCTIONEER AND ESTATE AGENT, OTOROHANGA. [558, 814, 819, 886]
ad-place: IN THE CHAMBER OF COMMERCE, CUSTOMHOUSE QUAY. [296, 190, 403, 223]
ad-husband: DAIRY FARM FOR SALE ON EASY TERMS AND CHEAP. 206 ACRES, Freehold, all river flat, 2 miles from school. W. INGLIS HUSBAND, LAND AGENT, FAIRLIE. [828, 803, 1090, 861]
agent-name: F. P. WELCH, [937, 1120, 1005, 1133]
ad-title: FOR URGENT SALE. [642, 1187, 735, 1198]
acreage-figure: 1260 [828, 183, 858, 200]
column-heading: AUCTIONS [150, 42, 277, 56]
agent-name: WILLIAMS AND KETTLE, [843, 207, 1075, 228]
ad-body: THE NEXT WOOL SALE will be held in the Concert Chamber, Town Hall, Wellington, on FRIDAY, 2nd JUNE, at 9 a.m. [14, 82, 141, 123]
auctioneer-name: T. YERBURY AND SON, Land Agents, NELSON. [294, 1357, 405, 1377]
agent-name: A. H. ATKINSON & CO., LTD., [870, 1357, 1080, 1397]
auctioneer-name: NEW ZEALAND LOAN AND MERCANTILE AGENCY COMPANY, LIMITED. [151, 194, 276, 227]
ad-sheep-bargain: A GREAT BARGAIN IN SHEEP COUNTRY. 2116 ACRES; 5,000 acres in grass; 13 miles from Railway by splendid Motor Road; 1 mile shop and cattle yards. Carrying capacity, 1000 sheep and 150 cattle. Some of the finest bush country in the North Island. Capacity 2 sheep to acre and cattle. This property has great prospects for improvement. Absolute gift. Apply THOMSON, BROWN, & EAST, LTD., AUCTIONEERS, REAL ESTATE AGENTS. Norwich Union Buildings, 155 Featherston Street, WELLINGTON. FOR FURTHER LAND NOTICES, SEE PAGE 2 [422, 943, 549, 1204]
agent-name: J. PORTER HARRIS AND SON, [880, 1024, 1038, 1037]
ad-title: IMPORTANT SUBDIVISIONAL SALE BY PUBLIC AUCTION. [154, 74, 273, 111]
auctioneer-name: MELLSOP, ELIOTT AND CO., [22, 1724, 133, 1746]
ad-title: HERE IS YOUR CHANCE. [631, 682, 746, 693]
ad-mintyre: 650 ACRES Freehold, Manawatu, good dairying. J. D. MARTIN M'INTYRE & CO., ESTATE AGENTS AND BROKERS, 223 LAMBTON QUAY, WELLINGTON. [828, 1055, 1090, 1104]
